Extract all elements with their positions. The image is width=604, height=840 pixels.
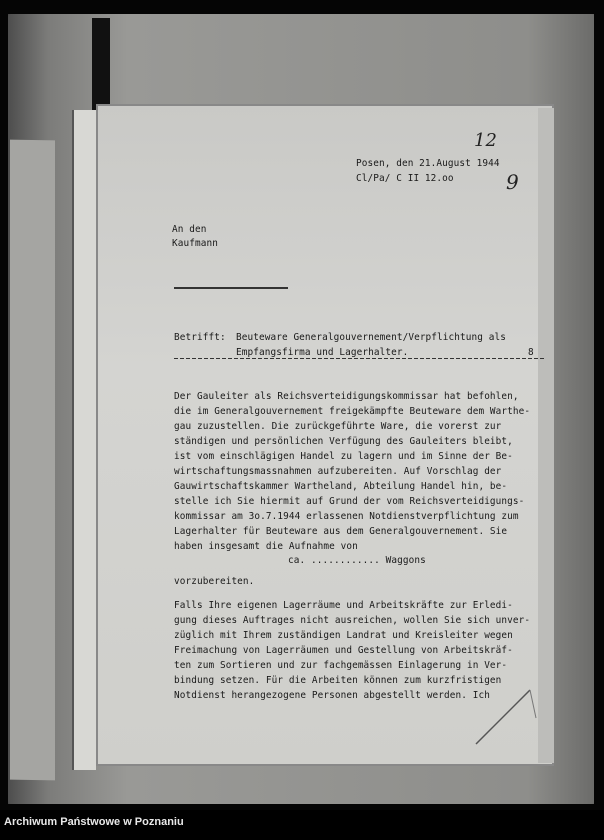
body-line: stelle ich Sie hiermit auf Grund der vom Reichsverteidigungs- <box>174 496 525 507</box>
body2-line: Freimachung von Lagerräumen und Gestellung von Arbeitskräf- <box>174 645 513 656</box>
body-line: ständigen und persönlichen Verfügung des Gauleiters bleibt, <box>174 436 513 447</box>
left-paper-strip <box>10 140 55 781</box>
subject-underline <box>174 358 544 359</box>
page-fold-mark <box>470 688 540 748</box>
body-line: ist vom einschlägigen Handel zu lagern und im Sinne der Be- <box>174 451 513 462</box>
handwritten-mark: 9 <box>506 170 519 194</box>
subject-line-1: Beuteware Generalgouvernement/Verpflichtung als <box>236 332 506 343</box>
body2-line: züglich mit Ihrem zuständigen Landrat und Kreisleiter wegen <box>174 630 513 641</box>
page-edge <box>538 108 554 763</box>
body-line: kommissar am 3o.7.1944 erlassenen Notdienstverpflichtung zum <box>174 511 519 522</box>
archive-label: Archiwum Państwowe w Poznaniu <box>4 816 184 828</box>
body-line: die im Generalgouvernement freigekämpfte Beuteware dem Warthe- <box>174 406 531 417</box>
subject-number: 8 <box>528 347 534 358</box>
body-line: gau zuzustellen. Die zurückgeführte Ware, die vorerst zur <box>174 421 502 432</box>
body2-line: Falls Ihre eigenen Lagerräume und Arbeitskräfte zur Erledi- <box>174 600 513 611</box>
body2-line: gung dieses Auftrages nicht ausreichen, wollen Sie sich unver- <box>174 615 531 626</box>
body-line: Der Gauleiter als Reichsverteidigungskommissar hat befohlen, <box>174 391 519 402</box>
body-line: Gauwirtschaftskammer Wartheland, Abteilung Handel hin, be- <box>174 481 508 492</box>
waggons-line: ca. ............ Waggons <box>288 555 426 566</box>
body2-line: Notdienst herangezogene Personen abgestellt werden. Ich <box>174 690 490 701</box>
body2-line: bindung setzen. Für die Arbeiten können zum kurzfristigen <box>174 675 502 686</box>
subject-line-2: Empfangsfirma und Lagerhalter. <box>236 347 409 358</box>
prepare-line: vorzubereiten. <box>174 576 255 587</box>
folded-page-edge <box>72 110 96 770</box>
body2-line: ten zum Sortieren und zur fachgemässen Einlagerung in Ver- <box>174 660 508 671</box>
binder-gap <box>92 18 110 114</box>
address-blank-line <box>174 287 288 289</box>
body-line: wirtschaftungsmassnahmen aufzubereiten. Auf Vorschlag der <box>174 466 502 477</box>
body-line: Lagerhalter für Beuteware aus dem Generalgouvernement. Sie <box>174 526 508 537</box>
body-line: haben insgesamt die Aufnahme von <box>174 541 358 552</box>
archive-footer <box>0 810 604 840</box>
handwritten-number: 12 <box>474 130 497 151</box>
address-line-1: An den <box>172 224 207 235</box>
address-line-2: Kaufmann <box>172 238 218 249</box>
header-place-date: Posen, den 21.August 1944 <box>356 158 500 169</box>
header-reference: Cl/Pa/ C II 12.oo <box>356 173 454 184</box>
subject-label: Betrifft: <box>174 332 226 343</box>
